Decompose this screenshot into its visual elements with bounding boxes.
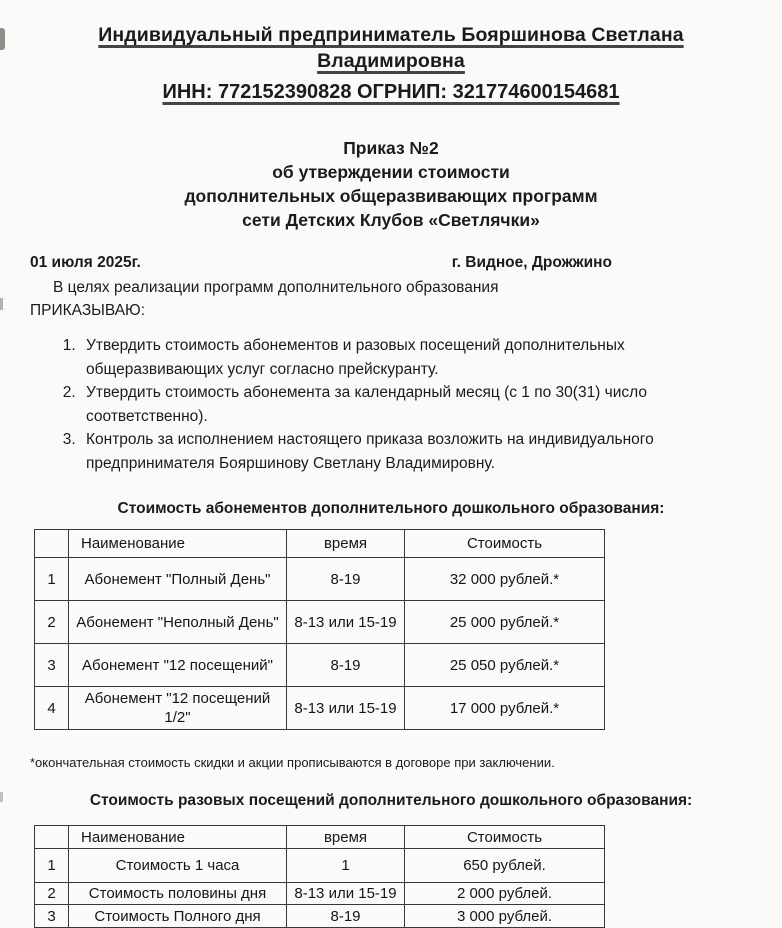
intro-paragraph: В целях реализации программ дополнительного образования [53,279,499,296]
col-time-header: время [287,530,405,558]
order-title-line2: об утверждении стоимости [272,162,510,182]
name-cell: Абонемент "12 посещений" [69,644,287,687]
row-number-cell: 3 [35,644,69,687]
time-cell: 8-13 или 15-19 [287,883,405,905]
table-header-row [35,826,605,849]
time-cell: 1 [287,849,405,883]
order-date: 01 июля 2025г. [30,254,141,271]
row-number-cell: 2 [35,883,69,905]
col-time-header: время [287,826,405,849]
name-cell: Стоимость 1 часа [69,849,287,883]
order-title-line1: Приказ №2 [343,138,439,158]
table-row [35,849,605,883]
table-row [35,883,605,905]
order-item: 3. Контроль за исполнением настоящего приказа возложить на индивидуального предпринимателя Бояршинову Светлану Владимировну. [80,428,752,475]
table-row [35,687,605,730]
row-number-cell: 3 [35,905,69,928]
scan-artifact [0,792,3,802]
single-visits-table-heading: Стоимость разовых посещений дополнительного дошкольного образования: [89,792,693,809]
order-item: 1. Утвердить стоимость абонементов и разовых посещений дополнительных общеразвивающих услуг согласно прейскуранту. [80,334,752,381]
scan-artifact [0,298,3,310]
subscriptions-table-heading: Стоимость абонементов дополнительного дошкольного образования: [117,500,665,517]
table-row [35,644,605,687]
name-cell: Абонемент "12 посещений 1/2" [69,687,287,730]
price-cell: 25 000 рублей.* [405,601,605,644]
price-cell: 2 000 рублей. [405,883,605,905]
name-cell: Абонемент "Полный День" [69,558,287,601]
name-cell: Стоимость Полного дня [69,905,287,928]
price-footnote: *окончательная стоимость скидки и акции прописываются в договоре при заключении. [30,755,555,770]
col-name-header: Наименование [69,826,287,849]
col-price-header: Стоимость [405,826,605,849]
col-price-header: Стоимость [405,530,605,558]
date-place-row [30,251,752,274]
order-title-line3: дополнительных общеразвивающих программ [184,186,598,206]
row-number-cell: 1 [35,849,69,883]
table-row [35,601,605,644]
resolve-word: ПРИКАЗЫВАЮ: [30,302,146,319]
row-number-cell: 4 [35,687,69,730]
entrepreneur-name: Индивидуальный предприниматель Бояршинова Светлана Владимировна [98,24,684,72]
time-cell: 8-13 или 15-19 [287,601,405,644]
order-item: 2. Утвердить стоимость абонемента за календарный месяц (с 1 по 30(31) число соответственно). [80,381,752,428]
subscriptions-table [34,529,605,730]
order-items-list [30,334,752,475]
scan-artifact [0,28,5,50]
time-cell: 8-19 [287,558,405,601]
name-cell: Стоимость половины дня [69,883,287,905]
col-name-header: Наименование [69,530,287,558]
time-cell: 8-13 или 15-19 [287,687,405,730]
price-cell: 650 рублей. [405,849,605,883]
price-cell: 32 000 рублей.* [405,558,605,601]
time-cell: 8-19 [287,644,405,687]
time-cell: 8-19 [287,905,405,928]
document-header [30,22,752,106]
row-number-cell: 1 [35,558,69,601]
table-header-row [35,530,605,558]
row-number-cell: 2 [35,601,69,644]
price-cell: 3 000 рублей. [405,905,605,928]
col-number-header [35,826,69,849]
inn-ogrnip-line: ИНН: 772152390828 ОГРНИП: 321774600154681 [162,81,620,103]
price-cell: 25 050 рублей.* [405,644,605,687]
col-number-header [35,530,69,558]
order-title-line4: сети Детских Клубов «Светлячки» [242,210,540,230]
single-visits-table [34,825,605,928]
order-place: г. Видное, Дрожжино [451,254,612,271]
table-row [35,905,605,928]
table-row [35,558,605,601]
name-cell: Абонемент "Неполный День" [69,601,287,644]
price-cell: 17 000 рублей.* [405,687,605,730]
order-title [30,136,752,232]
